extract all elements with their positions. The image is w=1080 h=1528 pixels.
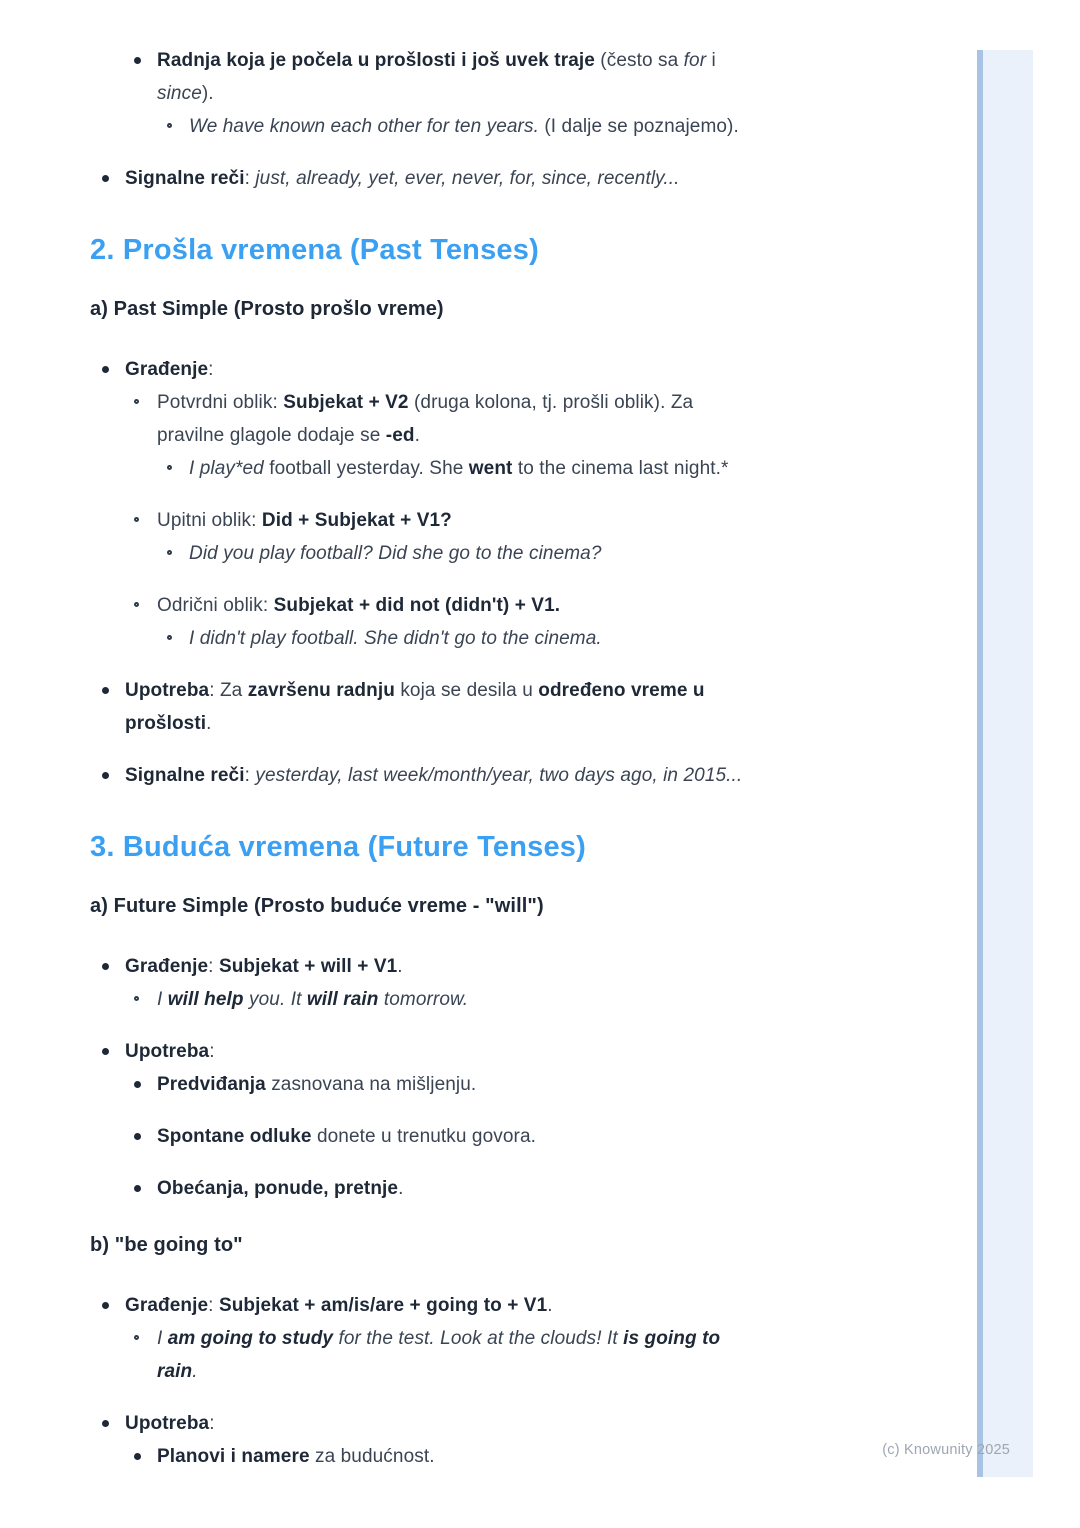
text-segment: koja se desila u [394, 680, 539, 701]
text-segment: (često sa [594, 50, 684, 71]
text-segment: for the test. Look at the clouds! It [333, 1328, 624, 1349]
text-segment: Did + Subjekat + V1? [261, 510, 452, 531]
text-segment: završenu radnju [247, 680, 395, 701]
text-segment: Obećanja, ponude, pretnje [157, 1178, 399, 1199]
text-segment: : [208, 956, 219, 977]
text-segment: I [157, 989, 168, 1010]
text-segment: pravilne glagole dodaje se [157, 425, 386, 446]
text-segment: Građenje [125, 956, 209, 977]
bullet-disc-icon [134, 1081, 141, 1088]
list-item [90, 353, 920, 386]
text-segment: will rain [306, 989, 379, 1010]
text-segment: Signalne reči [125, 168, 245, 189]
text-segment: since [157, 83, 202, 104]
text-segment: : [244, 765, 256, 786]
text-segment: Signalne reči [125, 765, 245, 786]
bullet-circle-icon [134, 399, 139, 404]
text-segment: određeno vreme u [538, 680, 705, 701]
list-item [90, 1068, 920, 1101]
text-segment: Subjekat + will + V1 [218, 956, 398, 977]
text-segment: for [683, 50, 707, 71]
list-item [90, 44, 920, 110]
text-segment: Potvrdni oblik: [157, 392, 284, 413]
next-page-edge-preview[interactable] [977, 50, 1033, 1477]
list-item [90, 1172, 920, 1205]
text-segment: donete u trenutku govora. [311, 1126, 536, 1147]
text-segment: . [398, 1178, 404, 1199]
text-segment: prošlosti [125, 713, 207, 734]
text-segment: is going to [623, 1328, 721, 1349]
text-segment: : [208, 1295, 219, 1316]
text-segment: I play*ed [189, 458, 264, 479]
list-item [90, 1407, 920, 1440]
text-segment: I didn't play football. She didn't go to the cinema. [189, 628, 602, 649]
text-segment: I [157, 1328, 168, 1349]
text-segment: Upotreba [125, 1041, 210, 1062]
copyright-notice: (c) Knowunity 2025 [882, 1442, 1010, 1458]
text-segment: Upotreba [125, 680, 210, 701]
page-edge-border [977, 50, 983, 1477]
text-segment: Upotreba [125, 1413, 210, 1434]
text-segment: i [706, 50, 716, 71]
text-segment: tomorrow. [378, 989, 469, 1010]
list-item [90, 1322, 920, 1388]
text-segment: : [209, 1413, 215, 1434]
list-item [90, 504, 920, 537]
bullet-disc-icon [134, 1453, 141, 1460]
text-segment: . [192, 1361, 198, 1382]
list-item [90, 386, 920, 452]
text-segment: Odrični oblik: [157, 595, 274, 616]
text-segment: Građenje [125, 1295, 209, 1316]
bullet-disc-icon [102, 366, 109, 373]
text-segment: just, already, yet, ever, never, for, since, recently... [255, 168, 680, 189]
bullet-circle-icon [134, 517, 139, 522]
text-segment: Građenje [125, 359, 209, 380]
text-segment: to the cinema last night.* [512, 458, 729, 479]
subsection-heading: a) Past Simple (Prosto prošlo vreme) [90, 298, 444, 320]
text-segment: Radnja koja je počela u prošlosti i još uvek traje [157, 50, 595, 71]
text-segment: yesterday, last week/month/year, two days ago, in 2015... [255, 765, 743, 786]
text-segment: football yesterday. She [263, 458, 469, 479]
bullet-disc-icon [102, 687, 109, 694]
text-segment: Subjekat + did not (didn't) + V1. [273, 595, 561, 616]
text-segment: We have known each other for ten years. [189, 116, 539, 137]
text-segment: . [397, 956, 403, 977]
list-item [90, 162, 920, 195]
text-segment: Planovi i namere [157, 1446, 310, 1467]
text-segment: went [468, 458, 513, 479]
text-segment: : [244, 168, 256, 189]
text-segment: rain [157, 1361, 193, 1382]
text-segment: you. It [243, 989, 307, 1010]
list-item [90, 1035, 920, 1068]
list-item [90, 759, 920, 792]
text-segment: am going to study [167, 1328, 334, 1349]
text-segment: ). [201, 83, 214, 104]
bullet-circle-icon [134, 996, 139, 1001]
list-item [90, 110, 920, 143]
subsection-heading: b) "be going to" [90, 1234, 243, 1256]
section-heading: 2. Prošla vremena (Past Tenses) [90, 234, 539, 266]
bullet-circle-icon [167, 635, 172, 640]
list-item [90, 452, 920, 485]
list-item [90, 1440, 920, 1473]
bullet-disc-icon [102, 1048, 109, 1055]
text-segment: will help [167, 989, 244, 1010]
text-segment: Upitni oblik: [157, 510, 262, 531]
list-item [90, 674, 920, 740]
bullet-circle-icon [167, 123, 172, 128]
text-segment: Spontane odluke [157, 1126, 312, 1147]
text-segment: Subjekat + V2 [283, 392, 409, 413]
list-item [90, 589, 920, 622]
document-content [90, 0, 920, 1473]
bullet-circle-icon [134, 602, 139, 607]
text-segment: -ed [385, 425, 415, 446]
text-segment: Did you play football? Did she go to the cinema? [189, 543, 602, 564]
bullet-disc-icon [102, 1302, 109, 1309]
text-segment: . [414, 425, 420, 446]
list-item [90, 983, 920, 1016]
text-segment: : [208, 359, 214, 380]
list-item [90, 950, 920, 983]
section-heading: 3. Buduća vremena (Future Tenses) [90, 831, 586, 863]
text-segment: (druga kolona, tj. prošli oblik). Za [408, 392, 694, 413]
list-item [90, 537, 920, 570]
bullet-circle-icon [167, 465, 172, 470]
list-item [90, 1120, 920, 1153]
bullet-circle-icon [134, 1335, 139, 1340]
text-segment: Subjekat + am/is/are + going to + V1 [218, 1295, 548, 1316]
text-segment: za budućnost. [309, 1446, 435, 1467]
text-segment: zasnovana na mišljenju. [265, 1074, 477, 1095]
bullet-circle-icon [167, 550, 172, 555]
bullet-disc-icon [134, 1133, 141, 1140]
bullet-disc-icon [102, 175, 109, 182]
text-segment: : [209, 1041, 215, 1062]
list-item [90, 1289, 920, 1322]
bullet-disc-icon [134, 57, 141, 64]
text-segment: : Za [209, 680, 248, 701]
text-segment: . [547, 1295, 553, 1316]
subsection-heading: a) Future Simple (Prosto buduće vreme - "will") [90, 895, 544, 917]
text-segment: . [206, 713, 212, 734]
text-segment: Predviđanja [157, 1074, 266, 1095]
bullet-disc-icon [102, 772, 109, 779]
bullet-disc-icon [102, 963, 109, 970]
bullet-disc-icon [134, 1185, 141, 1192]
list-item [90, 622, 920, 655]
text-segment: (I dalje se poznajemo). [538, 116, 739, 137]
bullet-disc-icon [102, 1420, 109, 1427]
